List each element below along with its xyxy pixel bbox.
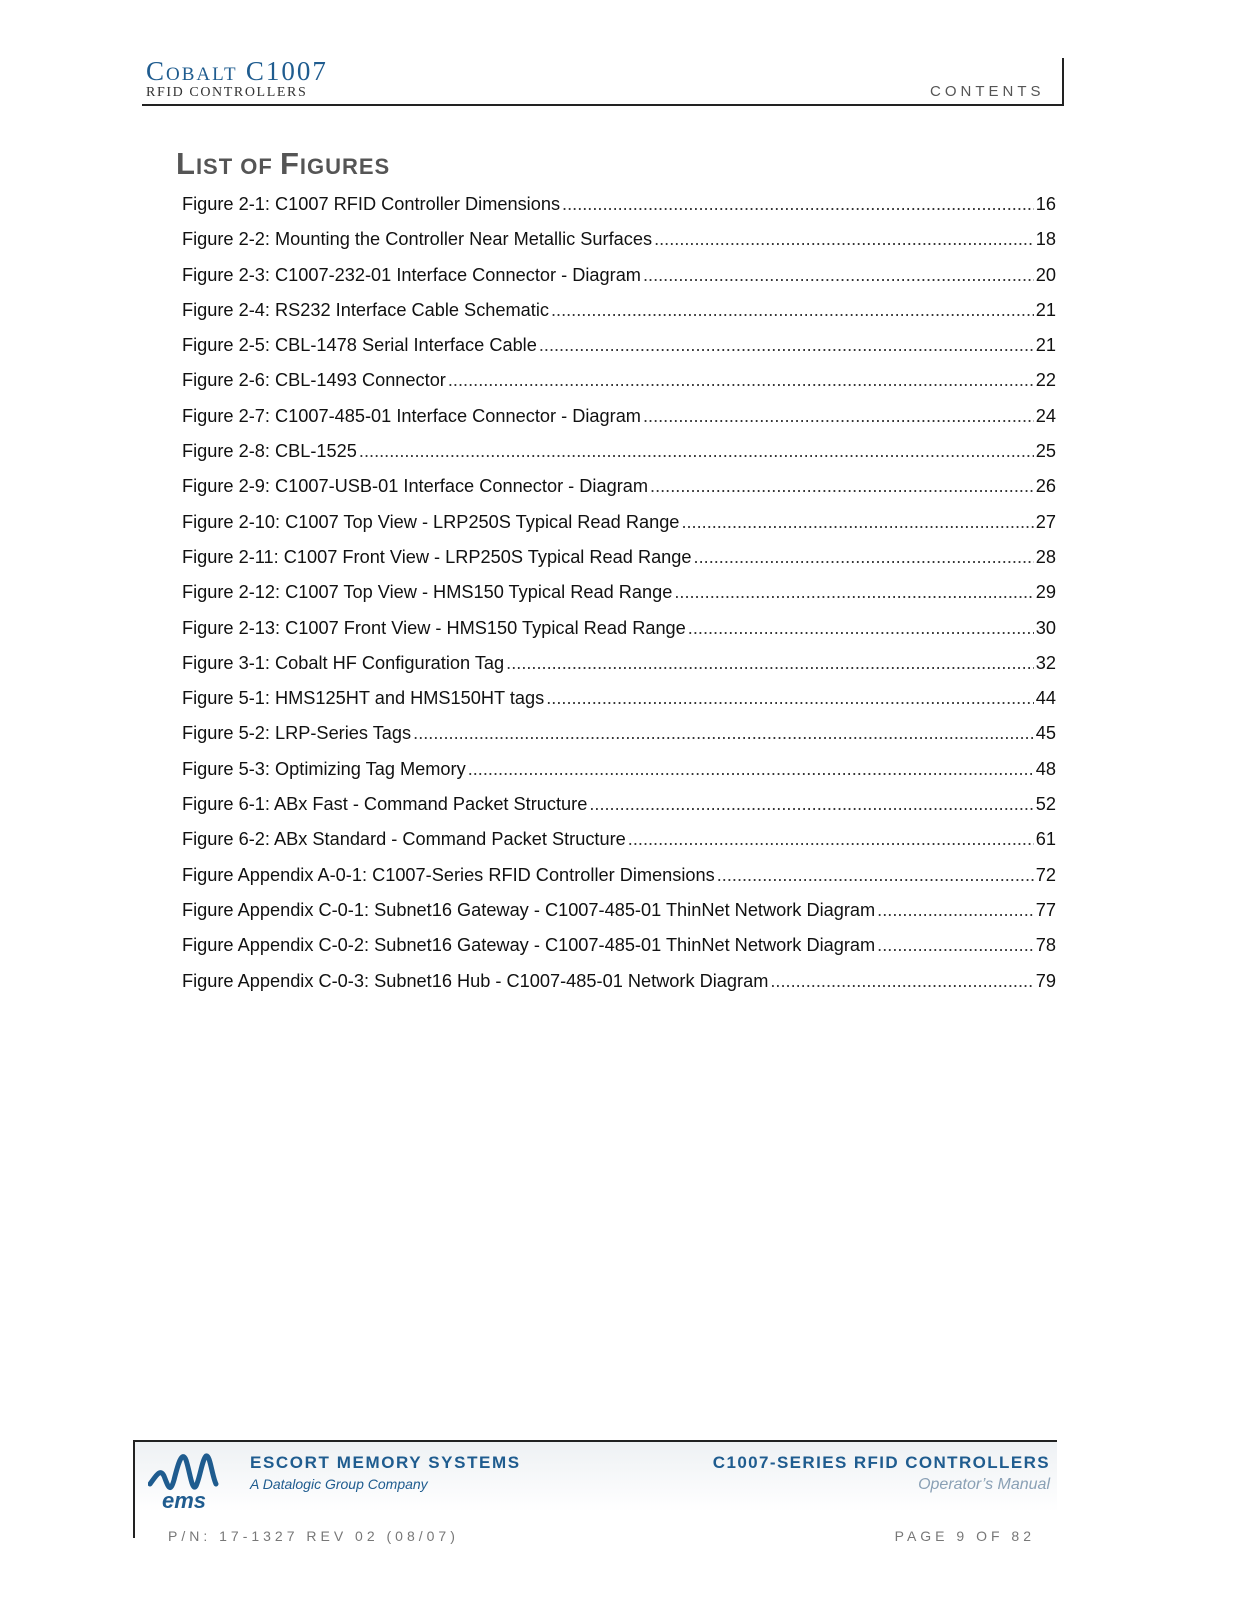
dot-leader xyxy=(877,935,1034,956)
figure-page-number: 25 xyxy=(1035,441,1056,462)
figure-label: Figure Appendix C-0-3: Subnet16 Hub - C1007-485-01 Network Diagram xyxy=(182,970,769,991)
figure-list-item[interactable] xyxy=(182,300,1056,335)
figure-list-item[interactable] xyxy=(182,512,1056,547)
brand-name: COBALT C1007 xyxy=(146,56,328,86)
footer-vertical-rule xyxy=(133,1440,135,1538)
figure-list-item[interactable] xyxy=(182,547,1056,582)
header-vertical-rule xyxy=(1062,58,1064,106)
figure-page-number: 77 xyxy=(1035,899,1056,920)
section-label: CONTENTS xyxy=(930,83,1045,100)
figure-label: Figure 6-1: ABx Fast - Command Packet Structure xyxy=(182,794,588,815)
figure-list-item[interactable] xyxy=(182,476,1056,511)
figure-list-item[interactable] xyxy=(182,582,1056,617)
dot-leader xyxy=(643,265,1034,286)
dot-leader xyxy=(770,971,1033,992)
figure-page-number: 21 xyxy=(1035,299,1056,320)
dot-leader xyxy=(539,335,1034,356)
product-name: C1007-SERIES RFID CONTROLLERS xyxy=(712,1453,1050,1472)
figure-page-number: 18 xyxy=(1035,229,1056,250)
figure-label: Figure 2-2: Mounting the Controller Near Metallic Surfaces xyxy=(182,229,653,250)
figure-list-item[interactable] xyxy=(182,688,1056,723)
figure-label: Figure 2-7: C1007-485-01 Interface Connector - Diagram xyxy=(182,405,641,426)
footer-rule xyxy=(133,1440,1057,1442)
figure-label: Figure 2-11: C1007 Front View - LRP250S Typical Read Range xyxy=(182,546,692,567)
dot-leader xyxy=(643,406,1034,427)
company-name: ESCORT MEMORY SYSTEMS xyxy=(250,1453,521,1472)
figure-label: Figure Appendix C-0-1: Subnet16 Gateway - C1007-485-01 ThinNet Network Diagram xyxy=(182,899,876,920)
dot-leader xyxy=(589,794,1033,815)
figure-list-item[interactable] xyxy=(182,406,1056,441)
dot-leader xyxy=(674,582,1033,603)
dot-leader xyxy=(359,441,1034,462)
page-number: PAGE 9 OF 82 xyxy=(894,1528,1035,1544)
figure-label: Figure 5-1: HMS125HT and HMS150HT tags xyxy=(182,688,545,709)
figure-page-number: 48 xyxy=(1035,758,1056,779)
figure-list-item[interactable] xyxy=(182,194,1056,229)
figure-page-number: 26 xyxy=(1035,476,1056,497)
figure-list-item[interactable] xyxy=(182,370,1056,405)
dot-leader xyxy=(694,547,1034,568)
dot-leader xyxy=(681,512,1033,533)
figure-page-number: 22 xyxy=(1035,370,1056,391)
figure-label: Figure 2-1: C1007 RFID Controller Dimensions xyxy=(182,194,561,214)
figure-label: Figure 2-12: C1007 Top View - HMS150 Typical Read Range xyxy=(182,582,673,603)
figure-page-number: 72 xyxy=(1035,864,1056,885)
dot-leader xyxy=(506,653,1034,674)
figure-label: Figure 2-3: C1007-232-01 Interface Connector - Diagram xyxy=(182,264,641,285)
figure-page-number: 79 xyxy=(1035,970,1056,991)
ems-logo-icon xyxy=(148,1446,238,1512)
dot-leader xyxy=(654,229,1034,250)
figure-list-item[interactable] xyxy=(182,618,1056,653)
figure-label: Figure 2-10: C1007 Top View - LRP250S Typical Read Range xyxy=(182,511,680,532)
figure-page-number: 52 xyxy=(1035,794,1056,815)
header-rule xyxy=(142,104,1064,106)
figure-page-number: 78 xyxy=(1035,935,1056,956)
figure-page-number: 20 xyxy=(1035,264,1056,285)
ems-logo-text: ems xyxy=(162,1488,207,1512)
dot-leader xyxy=(448,370,1034,391)
figure-label: Figure 5-2: LRP-Series Tags xyxy=(182,723,412,744)
figure-page-number: 21 xyxy=(1035,335,1056,356)
figure-page-number: 44 xyxy=(1035,688,1056,709)
dot-leader xyxy=(546,688,1034,709)
dot-leader xyxy=(413,723,1034,744)
figure-label: Figure 2-4: RS232 Interface Cable Schematic xyxy=(182,299,549,320)
dot-leader xyxy=(468,759,1034,780)
figure-label: Figure 3-1: Cobalt HF Configuration Tag xyxy=(182,652,505,673)
figure-label: Figure 2-5: CBL-1478 Serial Interface Cable xyxy=(182,335,537,356)
dot-leader xyxy=(688,618,1034,639)
figure-page-number: 30 xyxy=(1035,617,1056,638)
figure-label: Figure 2-6: CBL-1493 Connector xyxy=(182,370,446,391)
figure-list xyxy=(182,194,1056,1006)
figure-label: Figure 2-8: CBL-1525 xyxy=(182,441,357,462)
figure-list-item[interactable] xyxy=(182,723,1056,758)
figure-page-number: 29 xyxy=(1035,582,1056,603)
cobalt-logo xyxy=(146,58,328,100)
figure-label: Figure Appendix C-0-2: Subnet16 Gateway - C1007-485-01 ThinNet Network Diagram xyxy=(182,935,876,956)
dot-leader xyxy=(877,900,1034,921)
company-tagline: A Datalogic Group Company xyxy=(250,1476,428,1492)
figure-page-number: 16 xyxy=(1035,194,1056,214)
brand-subtitle: RFID CONTROLLERS xyxy=(146,85,308,100)
figure-list-item[interactable] xyxy=(182,229,1056,264)
figure-label: Figure 2-9: C1007-USB-01 Interface Connector - Diagram xyxy=(182,476,649,497)
manual-title: Operator’s Manual xyxy=(918,1476,1050,1493)
figure-label: Figure Appendix A-0-1: C1007-Series RFID Controller Dimensions xyxy=(182,864,715,885)
figure-page-number: 61 xyxy=(1035,829,1056,850)
dot-leader xyxy=(628,829,1034,850)
figure-label: Figure 6-2: ABx Standard - Command Packet Structure xyxy=(182,829,626,850)
figure-list-item[interactable] xyxy=(182,653,1056,688)
figure-page-number: 27 xyxy=(1035,511,1056,532)
dot-leader xyxy=(650,476,1034,497)
figure-list-item[interactable] xyxy=(182,935,1056,970)
figure-page-number: 24 xyxy=(1035,405,1056,426)
dot-leader xyxy=(717,865,1034,886)
figure-list-item[interactable] xyxy=(182,759,1056,794)
figure-list-item[interactable] xyxy=(182,794,1056,829)
figure-label: Figure 5-3: Optimizing Tag Memory xyxy=(182,758,466,779)
figure-list-item[interactable] xyxy=(182,335,1056,370)
page-title: LIST OF FIGURES xyxy=(176,146,391,181)
figure-page-number: 32 xyxy=(1035,652,1056,673)
dot-leader xyxy=(562,194,1034,215)
figure-page-number: 28 xyxy=(1035,546,1056,567)
figure-list-item[interactable] xyxy=(182,829,1056,864)
figure-page-number: 45 xyxy=(1035,723,1056,744)
figure-list-item[interactable] xyxy=(182,865,1056,900)
figure-list-item[interactable] xyxy=(182,900,1056,935)
figure-list-item[interactable] xyxy=(182,441,1056,476)
dot-leader xyxy=(551,300,1034,321)
figure-list-item[interactable] xyxy=(182,265,1056,300)
part-number: P/N: 17-1327 REV 02 (08/07) xyxy=(168,1528,459,1544)
figure-list-item[interactable] xyxy=(182,971,1056,1006)
figure-label: Figure 2-13: C1007 Front View - HMS150 Typical Read Range xyxy=(182,617,686,638)
